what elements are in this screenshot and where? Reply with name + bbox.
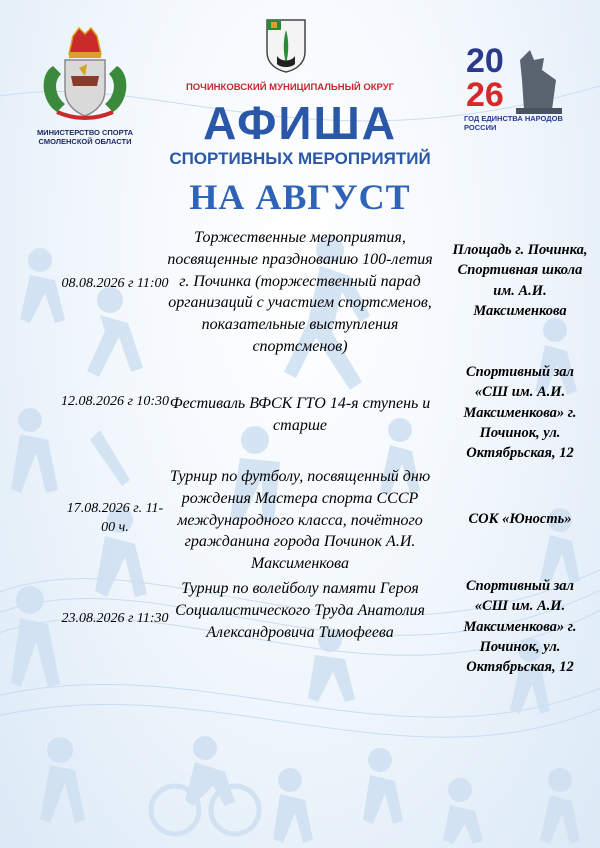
smolensk-coat-of-arms-icon bbox=[35, 24, 135, 120]
event-title: Турнир по волейболу памяти Героя Социалистического Труда Анатолия Александровича Тимофеева bbox=[175, 580, 425, 641]
event-venue: Площадь г. Починка, Спортивная школа им. А.И. Максименкова bbox=[452, 242, 588, 319]
logo-year-bottom: 26 bbox=[466, 76, 504, 114]
ministry-name: МИНИСТЕРСТВО СПОРТА СМОЛЕНСКОЙ ОБЛАСТИ bbox=[36, 128, 134, 147]
district-name: ПОЧИНКОВСКИЙ МУНИЦИПАЛЬНЫЙ ОКРУГ bbox=[185, 82, 395, 93]
event-date: 08.08.2026 г 11:00 bbox=[61, 276, 169, 291]
poster-title: АФИША bbox=[203, 97, 397, 149]
event-title: Фестиваль ВФСК ГТО 14-я ступень и старше bbox=[169, 395, 431, 434]
event-title: Торжественные мероприятия, посвященные празднованию 100-летия г. Починка (торжественный парад организаций с участием спортсменов, показательные выступления спортсменов) bbox=[167, 229, 433, 355]
event-venue: СОК «Юность» bbox=[468, 511, 572, 527]
event-date: 17.08.2026 г. 11-00 ч. bbox=[66, 501, 164, 535]
event-title: Турнир по футболу, посвященный дню рождения Мастера спорта СССР международного класса, почётного гражданина города Починок А.И. Максименкова bbox=[169, 468, 431, 572]
event-venue: Спортивный зал «СШ им. А.И. Максименкова» г. Починок, ул. Октябрьская, 12 bbox=[463, 578, 577, 676]
poster-subtitle: СПОРТИВНЫХ МЕРОПРИЯТИЙ bbox=[169, 149, 431, 168]
event-date: 12.08.2026 г 10:30 bbox=[60, 394, 170, 409]
event-date: 23.08.2026 г 11:30 bbox=[61, 611, 169, 626]
poster-month: НА АВГУСТ bbox=[189, 177, 411, 217]
event-venue: Спортивный зал «СШ им. А.И. Максименкова» г. Починок, ул. Октябрьская, 12 bbox=[463, 364, 577, 462]
pochinok-emblem-icon bbox=[263, 16, 309, 74]
logo-caption: ГОД ЕДИНСТВА НАРОДОВ РОССИИ bbox=[464, 114, 563, 132]
logo-year-top: 20 bbox=[466, 42, 504, 80]
